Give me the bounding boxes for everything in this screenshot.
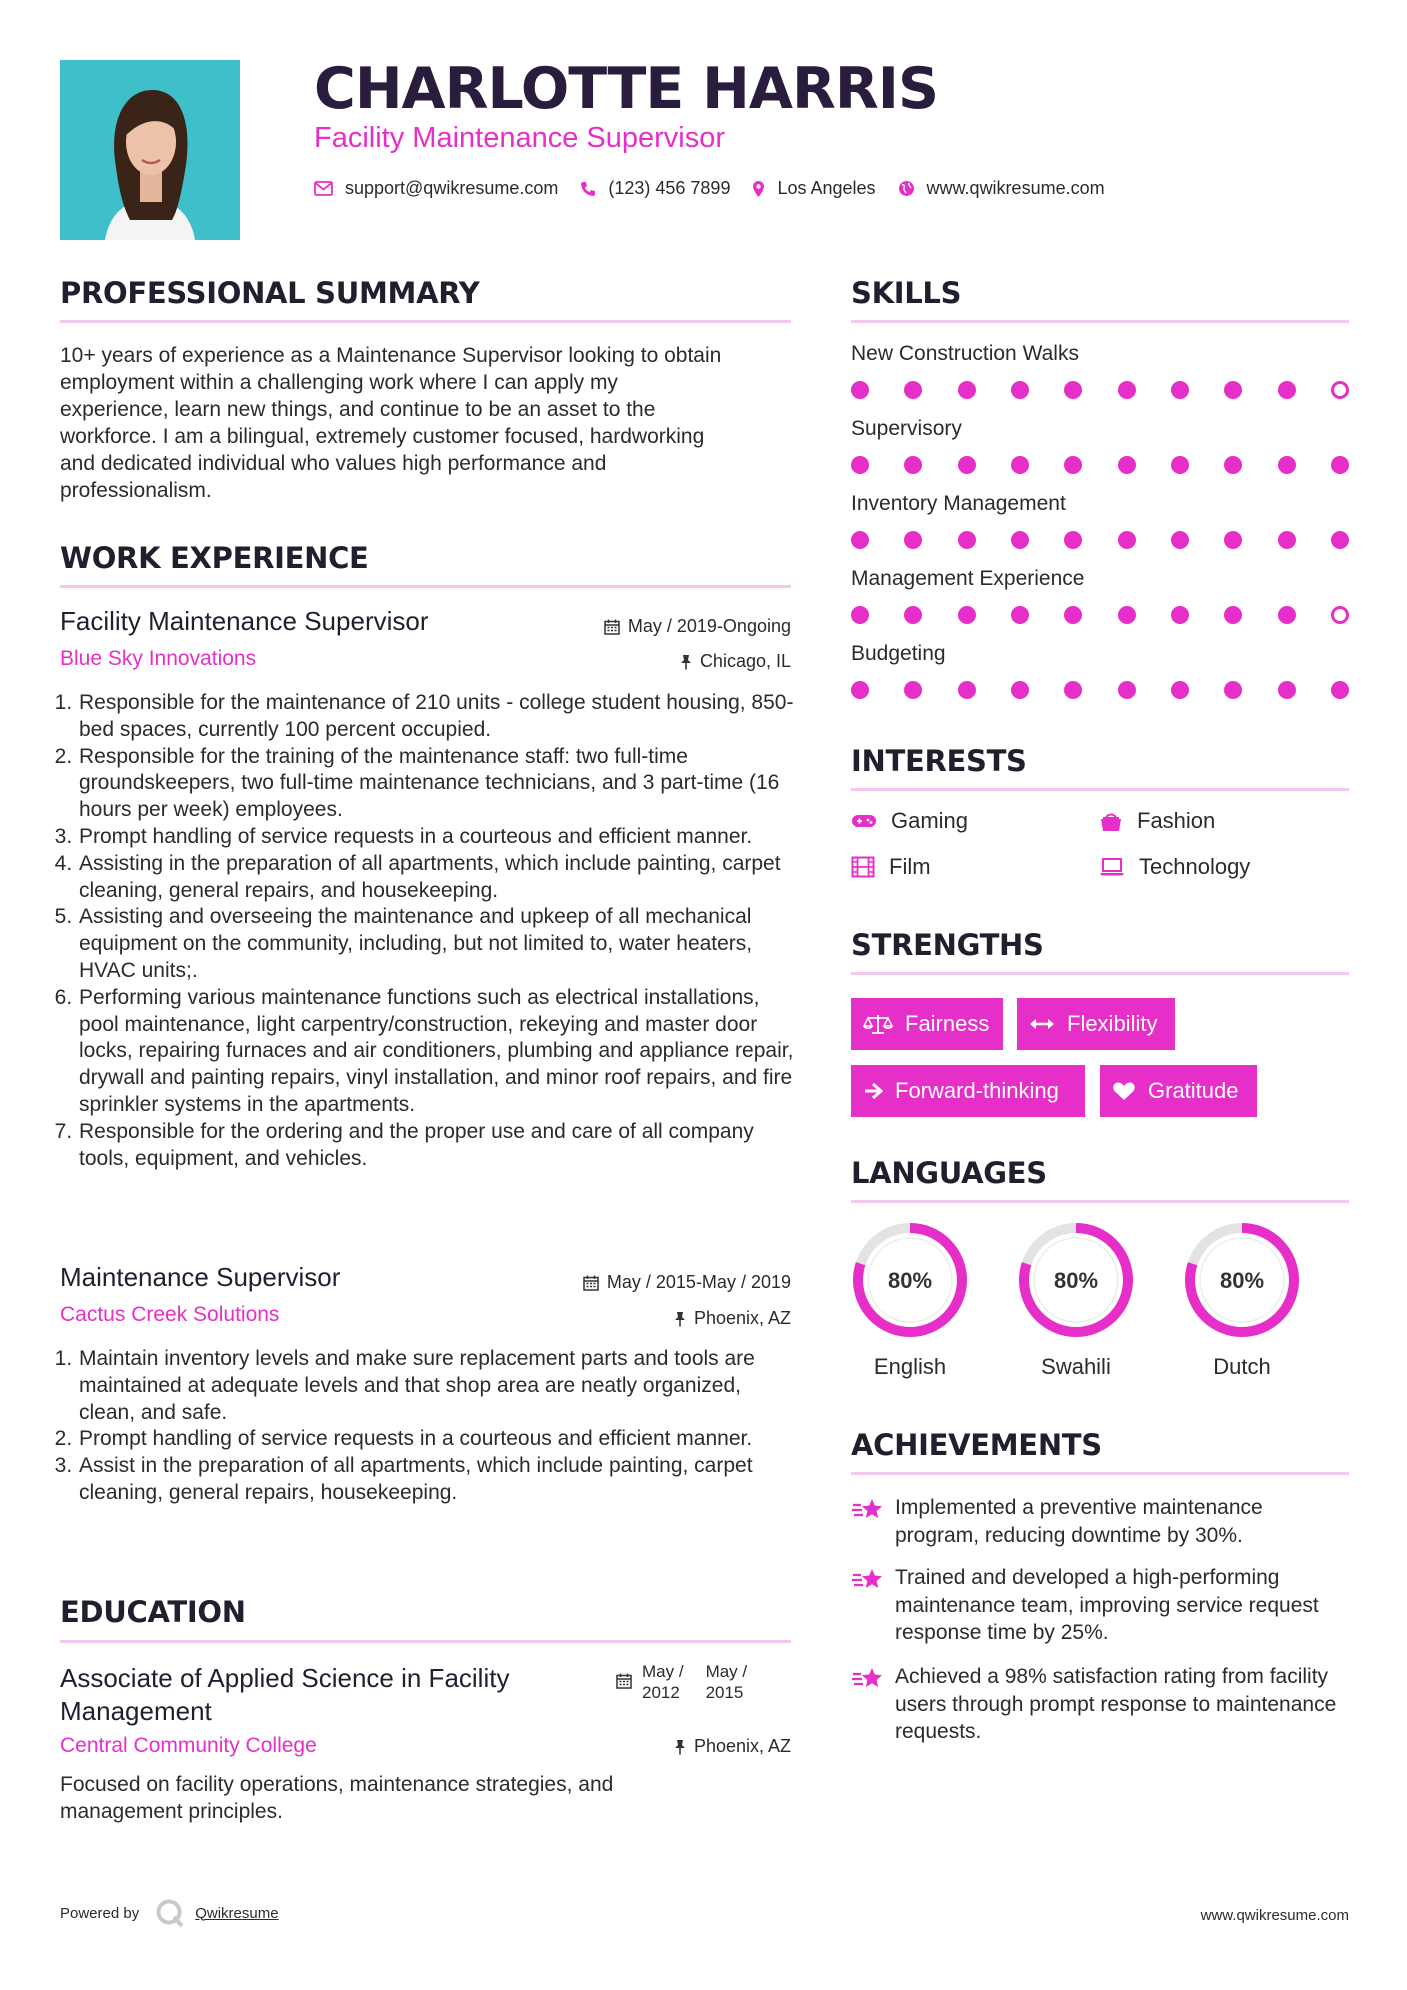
interest-label: Technology bbox=[1139, 854, 1251, 879]
job-duties-list bbox=[60, 690, 800, 1172]
education-divider bbox=[60, 1640, 791, 1643]
experience-heading: WORK EXPERIENCE bbox=[60, 541, 369, 575]
languages-divider bbox=[851, 1200, 1349, 1203]
interest-item-fashion bbox=[1099, 808, 1215, 834]
rating-dot-filled bbox=[1064, 606, 1082, 624]
film-icon bbox=[851, 856, 875, 878]
website-text: www.qwikresume.com bbox=[926, 178, 1105, 198]
rating-dot-filled bbox=[1171, 681, 1189, 699]
strength-label: Forward-thinking bbox=[895, 1078, 1059, 1103]
rating-dot-filled bbox=[1278, 606, 1296, 624]
job-location bbox=[480, 651, 791, 672]
rating-dot-filled bbox=[1171, 456, 1189, 474]
strength-label: Fairness bbox=[905, 1011, 990, 1036]
job-title: Facility Maintenance Supervisor bbox=[60, 606, 429, 636]
rating-dot-filled bbox=[1011, 531, 1029, 549]
job-title: Maintenance Supervisor bbox=[60, 1262, 341, 1292]
rating-dot-filled bbox=[1064, 381, 1082, 399]
summary-line: and dedicated individual who values high performance and bbox=[60, 452, 607, 475]
list-item: 2. Responsible for the training of the maintenance staff: two full-time groundskeepers, two full-time maintenance technicians, and 3 part-time (16 hours per week) employees. bbox=[78, 744, 800, 824]
rating-dot-filled bbox=[958, 681, 976, 699]
qwikresume-logo-icon bbox=[155, 1898, 185, 1928]
skill-rating bbox=[851, 456, 1349, 474]
summary-line: 10+ years of experience as a Maintenance Supervisor looking to obtain bbox=[60, 344, 722, 367]
education-end bbox=[706, 1661, 748, 1703]
summary-line: experience, learn new things, and continue to be an asset to the bbox=[60, 398, 656, 421]
interest-item-film bbox=[851, 854, 931, 880]
pushpin-icon bbox=[674, 1739, 686, 1755]
description-line: management principles. bbox=[60, 1800, 283, 1823]
rating-dot-filled bbox=[1118, 381, 1136, 399]
rating-dot-filled bbox=[904, 681, 922, 699]
description-line: Focused on facility operations, maintenance strategies, and bbox=[60, 1773, 614, 1796]
scale-icon bbox=[863, 1013, 893, 1035]
date-part: May / bbox=[705, 1662, 748, 1681]
language-item bbox=[1180, 1218, 1304, 1380]
rating-dot-empty bbox=[1331, 606, 1349, 624]
achievement-text: Implemented a preventive maintenance program, reducing downtime by 30%. bbox=[895, 1496, 1263, 1547]
date-part: 2015 bbox=[705, 1683, 744, 1702]
shopping-bag-icon bbox=[1099, 810, 1123, 832]
calendar-icon bbox=[616, 1661, 632, 1703]
rating-dot-filled bbox=[904, 456, 922, 474]
language-item bbox=[848, 1218, 972, 1380]
calendar-icon bbox=[604, 619, 620, 635]
rating-dot-filled bbox=[1118, 531, 1136, 549]
rating-dot-filled bbox=[1331, 681, 1349, 699]
laptop-icon bbox=[1099, 857, 1125, 877]
candidate-title: Facility Maintenance Supervisor bbox=[314, 122, 726, 154]
experience-divider bbox=[60, 585, 791, 588]
list-item: 4. Assisting in the preparation of all apartments, which include painting, carpet cleaning, general repairs, and housekeeping. bbox=[78, 851, 800, 905]
skill-name: Budgeting bbox=[851, 642, 946, 665]
shooting-star-icon bbox=[851, 1564, 895, 1647]
profile-photo bbox=[60, 60, 240, 240]
education-description bbox=[60, 1771, 800, 1825]
contact-email[interactable] bbox=[314, 178, 558, 199]
strength-tag-forward-thinking bbox=[851, 1065, 1085, 1117]
list-item: 1. Maintain inventory levels and make sure replacement parts and tools are maintained at adequate levels and that shop area are neatly organized, clean, and safe. bbox=[78, 1346, 800, 1426]
job-dates-text: May / 2015-May / 2019 bbox=[606, 1272, 791, 1292]
rating-dot-filled bbox=[1064, 531, 1082, 549]
strengths-heading: STRENGTHS bbox=[851, 928, 1044, 962]
job-dates bbox=[480, 1272, 791, 1293]
pushpin-icon bbox=[674, 1311, 686, 1327]
contact-phone[interactable] bbox=[580, 178, 730, 199]
gamepad-icon bbox=[851, 813, 877, 829]
achievement-item bbox=[851, 1494, 1351, 1549]
rating-dot-filled bbox=[1331, 531, 1349, 549]
rating-dot-filled bbox=[1171, 381, 1189, 399]
email-text: support@qwikresume.com bbox=[345, 178, 559, 198]
skill-name: Supervisory bbox=[851, 417, 962, 440]
summary-heading: PROFESSIONAL SUMMARY bbox=[60, 276, 480, 310]
rating-dot-filled bbox=[1118, 606, 1136, 624]
globe-icon bbox=[898, 180, 915, 197]
list-item: 3. Prompt handling of service requests in a courteous and efficient manner. bbox=[78, 824, 800, 851]
job-location-text: Phoenix, AZ bbox=[693, 1308, 791, 1328]
rating-dot-filled bbox=[958, 531, 976, 549]
interests-divider bbox=[851, 788, 1349, 791]
achievements-heading: ACHIEVEMENTS bbox=[851, 1428, 1102, 1462]
summary-line: workforce. I am a bilingual, extremely customer focused, hardworking bbox=[60, 425, 705, 448]
skill-rating bbox=[851, 381, 1349, 399]
date-part: May / bbox=[642, 1662, 684, 1681]
interest-label: Film bbox=[889, 854, 931, 879]
skills-divider bbox=[851, 320, 1349, 323]
powered-by-text: Powered by bbox=[60, 1904, 140, 1922]
achievement-text: Trained and developed a high-performing maintenance team, improving service request response time by 25%. bbox=[895, 1566, 1319, 1644]
summary-line: professionalism. bbox=[60, 479, 212, 502]
heart-icon bbox=[1112, 1081, 1136, 1101]
rating-dot-filled bbox=[958, 606, 976, 624]
language-percent: 80% bbox=[887, 1268, 933, 1293]
footer-website[interactable]: www.qwikresume.com bbox=[1200, 1907, 1349, 1924]
envelope-icon bbox=[314, 181, 333, 196]
list-item: 3. Assist in the preparation of all apartments, which include painting, carpet cleaning, general repairs, housekeeping. bbox=[78, 1453, 800, 1507]
summary-line: employment within a challenging work where I can apply my bbox=[60, 371, 618, 394]
rating-dot-filled bbox=[1118, 456, 1136, 474]
language-name: Dutch bbox=[1213, 1354, 1271, 1379]
rating-dot-filled bbox=[1064, 456, 1082, 474]
rating-dot-filled bbox=[851, 531, 869, 549]
interest-item-gaming bbox=[851, 808, 968, 834]
contact-bar bbox=[314, 178, 1127, 199]
arrow-right-icon bbox=[863, 1082, 883, 1100]
rating-dot-filled bbox=[1278, 456, 1296, 474]
rating-dot-filled bbox=[1224, 606, 1242, 624]
skills-heading: SKILLS bbox=[851, 276, 962, 310]
location-text: Los Angeles bbox=[777, 178, 876, 198]
school-name: Central Community College bbox=[60, 1734, 317, 1757]
rating-dot-filled bbox=[851, 456, 869, 474]
list-item: 5. Assisting and overseeing the maintenance and upkeep of all mechanical equipment on the community, including, but not limited to, water heaters, HVAC units;. bbox=[78, 904, 800, 984]
rating-dot-filled bbox=[1224, 381, 1242, 399]
education-location bbox=[480, 1736, 791, 1757]
job-location-text: Chicago, IL bbox=[699, 651, 791, 671]
job-dates bbox=[480, 616, 791, 637]
contact-location bbox=[752, 178, 875, 199]
rating-dot-filled bbox=[1171, 606, 1189, 624]
strength-tag-flexibility bbox=[1017, 998, 1175, 1050]
rating-dot-filled bbox=[904, 606, 922, 624]
skill-name: Management Experience bbox=[851, 567, 1085, 590]
interest-label: Fashion bbox=[1137, 808, 1216, 833]
strength-label: Gratitude bbox=[1148, 1078, 1239, 1103]
map-pin-icon bbox=[752, 180, 765, 198]
interest-item-technology bbox=[1099, 854, 1250, 880]
degree-line: Management bbox=[60, 1696, 212, 1726]
rating-dot-filled bbox=[1011, 606, 1029, 624]
arrows-horizontal-icon bbox=[1029, 1017, 1055, 1031]
rating-dot-filled bbox=[1278, 531, 1296, 549]
strengths-divider bbox=[851, 972, 1349, 975]
rating-dot-filled bbox=[851, 381, 869, 399]
footer-powered-by bbox=[60, 1898, 279, 1928]
rating-dot-filled bbox=[851, 606, 869, 624]
skill-rating bbox=[851, 531, 1349, 549]
rating-dot-filled bbox=[904, 381, 922, 399]
rating-dot-filled bbox=[1011, 681, 1029, 699]
job-duties-list bbox=[60, 1346, 800, 1507]
achievement-item bbox=[851, 1564, 1351, 1647]
list-item: 1. Responsible for the maintenance of 210 units - college student housing, 850-bed spaces, currently 100 percent occupied. bbox=[78, 690, 800, 744]
rating-dot-filled bbox=[1118, 681, 1136, 699]
rating-dot-filled bbox=[1011, 456, 1029, 474]
list-item: 6. Performing various maintenance functions such as electrical installations, pool maintenance, light carpentry/construction, rekeying and master door locks, repairing furnaces and air conditioners, plumbing and appliance repair, drywall and painting repairs, vinyl installation, and minor roof repairs, and fire sprinkler systems in the apartments. bbox=[78, 985, 800, 1119]
skill-rating bbox=[851, 681, 1349, 699]
languages-heading: LANGUAGES bbox=[851, 1156, 1047, 1190]
language-donut bbox=[1180, 1218, 1304, 1342]
skill-name: Inventory Management bbox=[851, 492, 1066, 515]
strength-tag-gratitude bbox=[1100, 1065, 1257, 1117]
rating-dot-filled bbox=[1278, 381, 1296, 399]
language-name: English bbox=[873, 1354, 947, 1379]
interest-label: Gaming bbox=[891, 808, 969, 833]
rating-dot-empty bbox=[1331, 381, 1349, 399]
language-donut bbox=[848, 1218, 972, 1342]
pushpin-icon bbox=[680, 654, 692, 670]
interests-heading: INTERESTS bbox=[851, 744, 1027, 778]
job-dates-text: May / 2019-Ongoing bbox=[627, 616, 791, 636]
degree-title bbox=[60, 1662, 509, 1728]
list-item: 7. Responsible for the ordering and the proper use and care of all company tools, equipment, and vehicles. bbox=[78, 1119, 800, 1173]
skill-name: New Construction Walks bbox=[851, 342, 1079, 365]
skill-rating bbox=[851, 606, 1349, 624]
achievement-text: Achieved a 98% satisfaction rating from facility users through prompt response to maintenance requests. bbox=[895, 1665, 1337, 1743]
language-donut bbox=[1014, 1218, 1138, 1342]
summary-text bbox=[60, 342, 800, 504]
rating-dot-filled bbox=[1064, 681, 1082, 699]
rating-dot-filled bbox=[1224, 681, 1242, 699]
rating-dot-filled bbox=[1224, 531, 1242, 549]
language-percent: 80% bbox=[1219, 1268, 1265, 1293]
rating-dot-filled bbox=[851, 681, 869, 699]
education-start bbox=[642, 1661, 684, 1703]
rating-dot-filled bbox=[904, 531, 922, 549]
rating-dot-filled bbox=[1011, 381, 1029, 399]
company-name: Blue Sky Innovations bbox=[60, 647, 257, 670]
rating-dot-filled bbox=[958, 456, 976, 474]
date-part: 2012 bbox=[642, 1683, 680, 1702]
shooting-star-icon bbox=[851, 1663, 895, 1746]
list-item: 2. Prompt handling of service requests in a courteous and efficient manner. bbox=[78, 1426, 800, 1453]
phone-text: (123) 456 7899 bbox=[608, 178, 731, 198]
contact-website[interactable] bbox=[898, 178, 1105, 199]
calendar-icon bbox=[583, 1275, 599, 1291]
qwikresume-link[interactable]: Qwikresume bbox=[195, 1904, 279, 1922]
shooting-star-icon bbox=[851, 1494, 895, 1549]
degree-line: Associate of Applied Science in Facility bbox=[60, 1663, 510, 1693]
rating-dot-filled bbox=[1278, 681, 1296, 699]
company-name: Cactus Creek Solutions bbox=[60, 1303, 280, 1326]
language-item bbox=[1014, 1218, 1138, 1380]
education-location-text: Phoenix, AZ bbox=[693, 1736, 791, 1756]
phone-icon bbox=[580, 181, 596, 197]
language-name: Swahili bbox=[1041, 1354, 1111, 1379]
job-location bbox=[480, 1308, 791, 1329]
achievement-item bbox=[851, 1663, 1351, 1746]
rating-dot-filled bbox=[1171, 531, 1189, 549]
strength-label: Flexibility bbox=[1067, 1011, 1158, 1036]
rating-dot-filled bbox=[958, 381, 976, 399]
education-dates bbox=[616, 1661, 747, 1703]
summary-divider bbox=[60, 320, 791, 323]
strength-tag-fairness bbox=[851, 998, 1003, 1050]
rating-dot-filled bbox=[1331, 456, 1349, 474]
achievements-divider bbox=[851, 1472, 1349, 1475]
language-percent: 80% bbox=[1053, 1268, 1099, 1293]
rating-dot-filled bbox=[1224, 456, 1242, 474]
candidate-name: CHARLOTTE HARRIS bbox=[314, 56, 938, 122]
education-heading: EDUCATION bbox=[60, 1595, 246, 1629]
